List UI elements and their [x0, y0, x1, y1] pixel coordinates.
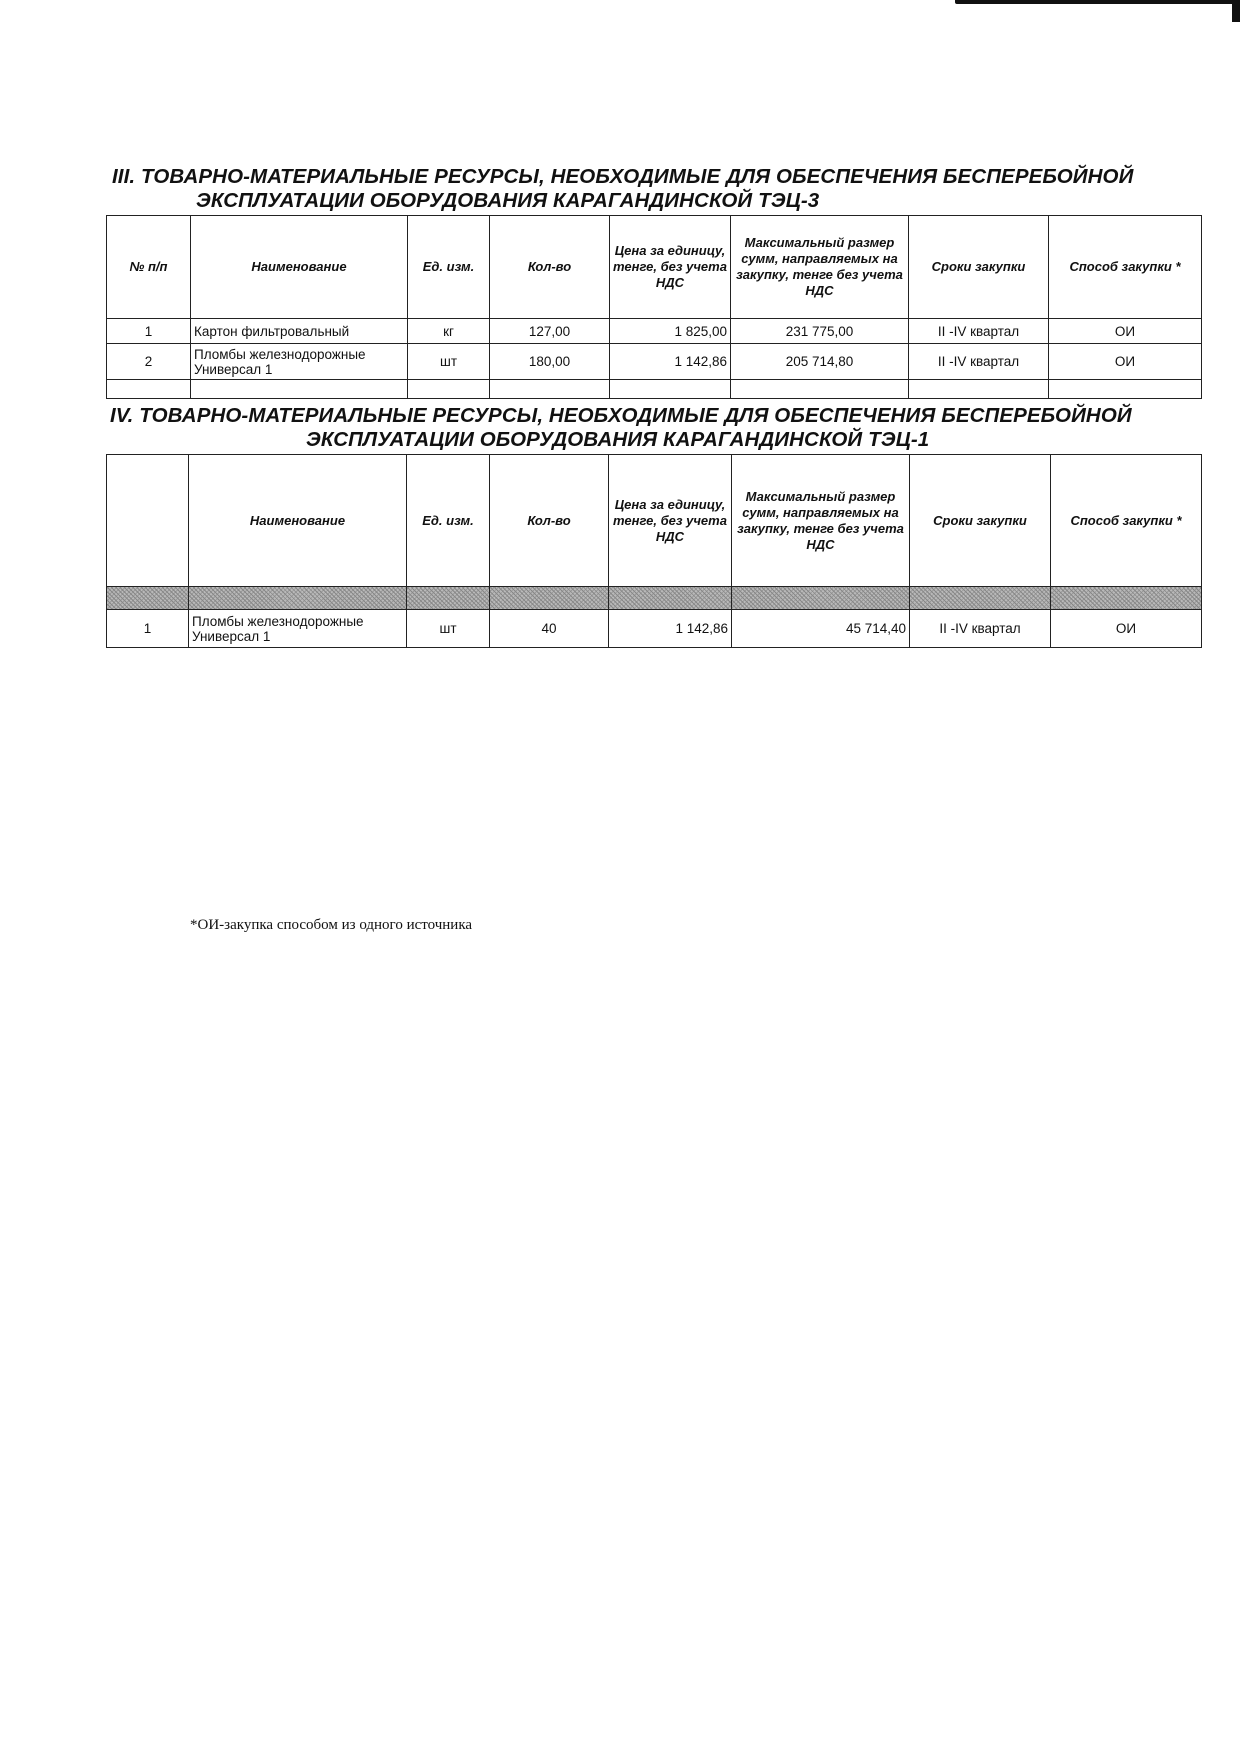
- cell-hatched: [1051, 587, 1202, 610]
- tec1-resources-table: [106, 454, 1202, 648]
- cell-price: 1 825,00: [610, 319, 731, 344]
- cell-hatched: [609, 587, 732, 610]
- header-max-sum: Максимальный размер сумм, направляемых на закупку, тенге без учета НДС: [731, 216, 909, 319]
- table-row-empty: [107, 380, 1202, 399]
- cell-num: 2: [107, 344, 191, 380]
- tec3-resources-table: [106, 215, 1202, 399]
- header-name: Наименование: [189, 455, 407, 587]
- cell-unit: шт: [407, 610, 490, 648]
- cell-terms: II -IV квартал: [909, 344, 1049, 380]
- header-method: Способ закупки *: [1051, 455, 1202, 587]
- cell-terms: II -IV квартал: [910, 610, 1051, 648]
- section-4-title-line-2: ЭКСПЛУАТАЦИИ ОБОРУДОВАНИЯ КАРАГАНДИНСКОЙ ТЭЦ-1: [306, 428, 930, 451]
- cell-hatched: [910, 587, 1051, 610]
- table-header-row: [107, 455, 1202, 587]
- header-num: № п/п: [107, 216, 191, 319]
- cell-unit: кг: [408, 319, 490, 344]
- cell-hatched: [107, 587, 189, 610]
- table-row: [107, 610, 1202, 648]
- cell-empty: [191, 380, 408, 399]
- cell-terms: II -IV квартал: [909, 319, 1049, 344]
- header-price: Цена за единицу, тенге, без учета НДС: [609, 455, 732, 587]
- cell-empty: [610, 380, 731, 399]
- header-max-sum: Максимальный размер сумм, направляемых на закупку, тенге без учета НДС: [732, 455, 910, 587]
- cell-qty: 127,00: [490, 319, 610, 344]
- header-unit: Ед. изм.: [408, 216, 490, 319]
- header-qty: Кол-во: [490, 216, 610, 319]
- cell-sum: 45 714,40: [732, 610, 910, 648]
- table-row: [107, 344, 1202, 380]
- table-row: [107, 319, 1202, 344]
- cell-unit: шт: [408, 344, 490, 380]
- cell-empty: [490, 380, 610, 399]
- cell-price: 1 142,86: [609, 610, 732, 648]
- cell-hatched: [732, 587, 910, 610]
- scan-corner-mark: [955, 0, 1240, 4]
- header-terms: Сроки закупки: [909, 216, 1049, 319]
- cell-name: Пломбы железнодорожные Универсал 1: [191, 344, 408, 380]
- table-header-row: [107, 216, 1202, 319]
- cell-empty: [1049, 380, 1202, 399]
- hatched-separator-row: [107, 587, 1202, 610]
- header-name: Наименование: [191, 216, 408, 319]
- header-terms: Сроки закупки: [910, 455, 1051, 587]
- cell-sum: 205 714,80: [731, 344, 909, 380]
- cell-method: ОИ: [1051, 610, 1202, 648]
- cell-price: 1 142,86: [610, 344, 731, 380]
- cell-hatched: [490, 587, 609, 610]
- cell-empty: [408, 380, 490, 399]
- header-unit: Ед. изм.: [407, 455, 490, 587]
- cell-hatched: [407, 587, 490, 610]
- cell-qty: 180,00: [490, 344, 610, 380]
- cell-method: ОИ: [1049, 319, 1202, 344]
- cell-empty: [107, 380, 191, 399]
- cell-name: Пломбы железнодорожные Универсал 1: [189, 610, 407, 648]
- header-method: Способ закупки *: [1049, 216, 1202, 319]
- cell-hatched: [189, 587, 407, 610]
- cell-num: 1: [107, 319, 191, 344]
- section-3-title-line-2: ЭКСПЛУАТАЦИИ ОБОРУДОВАНИЯ КАРАГАНДИНСКОЙ ТЭЦ-3: [196, 189, 820, 212]
- footnote: *ОИ-закупка способом из одного источника: [190, 917, 473, 933]
- cell-num: 1: [107, 610, 189, 648]
- cell-sum: 231 775,00: [731, 319, 909, 344]
- cell-empty: [731, 380, 909, 399]
- section-3-title-line-1: III. ТОВАРНО-МАТЕРИАЛЬНЫЕ РЕСУРСЫ, НЕОБХОДИМЫЕ ДЛЯ ОБЕСПЕЧЕНИЯ БЕСПЕРЕБОЙНОЙ: [112, 165, 1134, 188]
- header-qty: Кол-во: [490, 455, 609, 587]
- section-4-title-line-1: IV. ТОВАРНО-МАТЕРИАЛЬНЫЕ РЕСУРСЫ, НЕОБХОДИМЫЕ ДЛЯ ОБЕСПЕЧЕНИЯ БЕСПЕРЕБОЙНОЙ: [110, 404, 1132, 427]
- header-num: [107, 455, 189, 587]
- cell-name: Картон фильтровальный: [191, 319, 408, 344]
- cell-qty: 40: [490, 610, 609, 648]
- cell-method: ОИ: [1049, 344, 1202, 380]
- header-price: Цена за единицу, тенге, без учета НДС: [610, 216, 731, 319]
- cell-empty: [909, 380, 1049, 399]
